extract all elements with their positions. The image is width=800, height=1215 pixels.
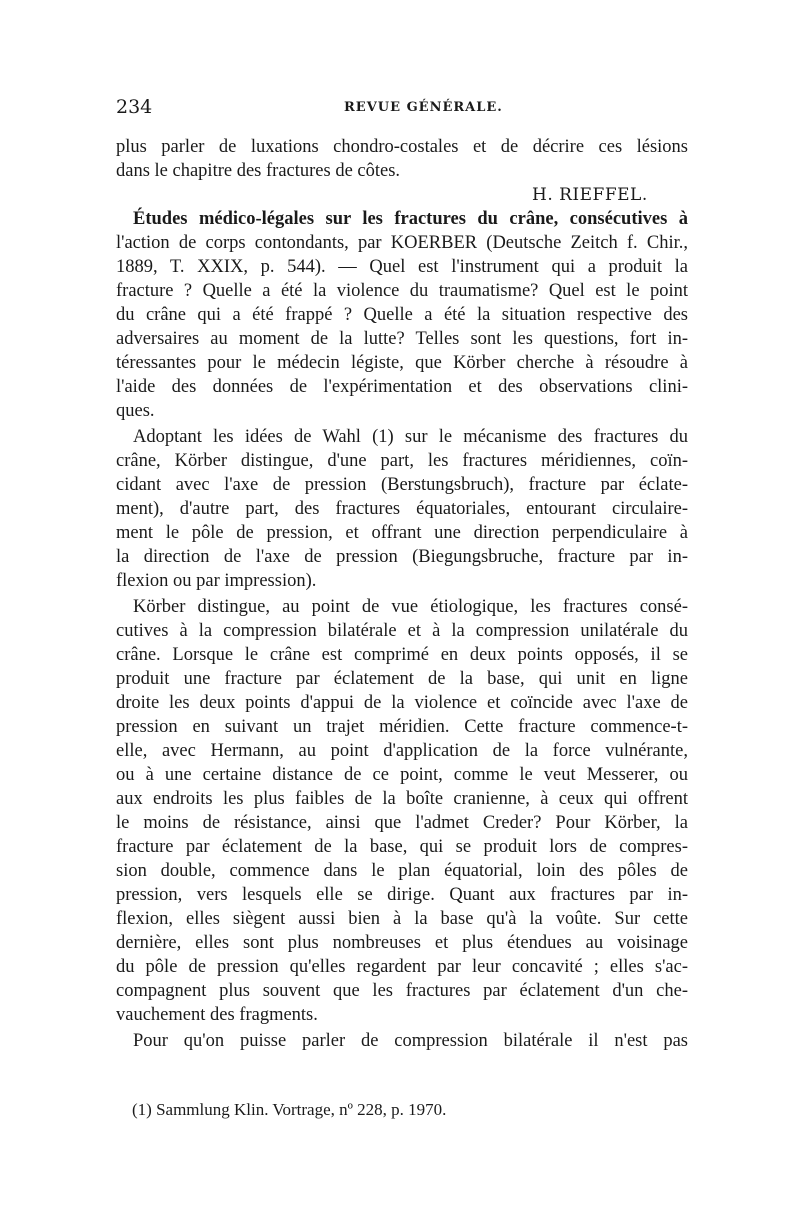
- text-line: plus parler de luxations chondro-costales et de décrire ces lésions: [116, 137, 688, 157]
- text-line: adversaires au moment de la lutte? Telles sont les questions, fort in-: [116, 329, 688, 349]
- page-number: 234: [116, 96, 153, 118]
- text-line: cutives à la compression bilatérale et à la compression unilatérale du: [116, 621, 688, 641]
- text-line: ment), d'autre part, des fractures équatoriales, entourant circulaire-: [116, 499, 688, 519]
- text-line: Pour qu'on puisse parler de compression bilatérale il n'est pas: [133, 1031, 688, 1051]
- text-line: crâne. Lorsque le crâne est comprimé en deux points opposés, il se: [116, 645, 688, 665]
- text-line: produit une fracture par éclatement de la base, qui unit en ligne: [116, 669, 688, 689]
- text-line: le moins de résistance, ainsi que l'admet Creder? Pour Körber, la: [116, 813, 688, 833]
- text-line: droite les deux points d'appui de la violence et coïncide avec l'axe de: [116, 693, 688, 713]
- text-line: ou à une certaine distance de ce point, comme le veut Messerer, ou: [116, 765, 688, 785]
- text-line: dernière, elles sont plus nombreuses et plus étendues au voisinage: [116, 933, 688, 953]
- text-line: Körber distingue, au point de vue étiologique, les fractures consé-: [133, 597, 688, 617]
- text-line: elle, avec Hermann, au point d'application de la force vulnérante,: [116, 741, 688, 761]
- text-line: fracture ? Quelle a été la violence du traumatisme? Quel est le point: [116, 281, 688, 301]
- text-line: flexion, elles siègent aussi bien à la base qu'à la voûte. Sur cette: [116, 909, 688, 929]
- author-signature: H. RIEFFEL.: [532, 185, 648, 205]
- article-heading-line: Études médico-légales sur les fractures du crâne, consécutives à: [133, 209, 688, 229]
- text-line: la direction de l'axe de pression (Biegungsbruche, fracture par in-: [116, 547, 688, 567]
- text-line: compagnent plus souvent que les fractures par éclatement d'un che-: [116, 981, 688, 1001]
- text-line: du crâne qui a été frappé ? Quelle a été la situation respective des: [116, 305, 688, 325]
- text-line: Adoptant les idées de Wahl (1) sur le mécanisme des fractures du: [133, 427, 688, 447]
- text-line: pression, vers lesquels elle se dirige. Quant aux fractures par in-: [116, 885, 688, 905]
- text-line: cidant avec l'axe de pression (Berstungsbruch), fracture par éclate-: [116, 475, 688, 495]
- text-line: ment le pôle de pression, et offrant une direction perpendiculaire à: [116, 523, 688, 543]
- text-line: téressantes pour le médecin légiste, que Körber cherche à résoudre à: [116, 353, 688, 373]
- text-line: 1889, T. XXIX, p. 544). — Quel est l'instrument qui a produit la: [116, 257, 688, 277]
- text-line: crâne, Körber distingue, d'une part, les fractures méridiennes, coïn-: [116, 451, 688, 471]
- text-line: vauchement des fragments.: [116, 1005, 318, 1025]
- text-line: sion double, commence dans le plan équatorial, loin des pôles de: [116, 861, 688, 881]
- text-line: pression en suivant un trajet méridien. Cette fracture commence-t-: [116, 717, 688, 737]
- running-title: REVUE GÉNÉRALE.: [344, 100, 503, 115]
- article-heading-line: l'action de corps contondants, par KOERBER (Deutsche Zeitch f. Chir.,: [116, 233, 688, 253]
- text-line: flexion ou par impression).: [116, 571, 317, 591]
- text-line: dans le chapitre des fractures de côtes.: [116, 161, 401, 181]
- footnote: (1) Sammlung Klin. Vortrage, nº 228, p. 1970.: [132, 1100, 447, 1119]
- text-line: fracture par éclatement de la base, qui se produit lors de compres-: [116, 837, 688, 857]
- text-line: aux endroits les plus faibles de la boîte cranienne, à ceux qui offrent: [116, 789, 688, 809]
- text-line: du pôle de pression qu'elles regardent par leur concavité ; elles s'ac-: [116, 957, 688, 977]
- page-header: [116, 96, 688, 120]
- text-line: ques.: [116, 401, 155, 421]
- text-line: l'aide des données de l'expérimentation et des observations clini-: [116, 377, 688, 397]
